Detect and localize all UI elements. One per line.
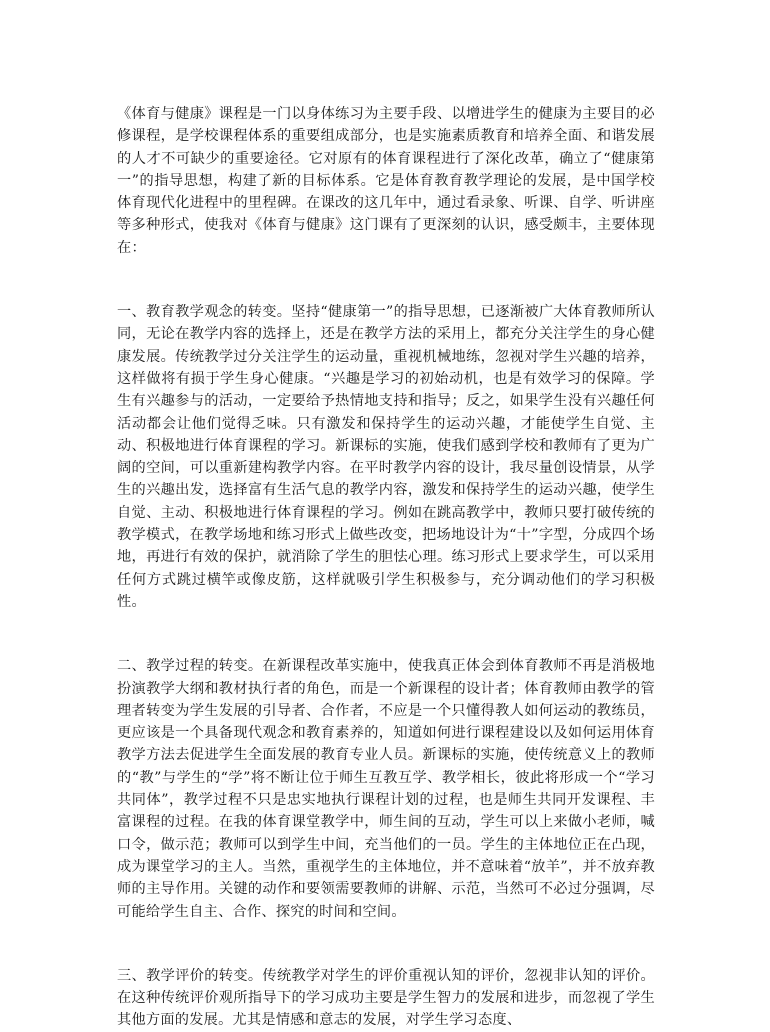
document-page bbox=[117, 103, 655, 1032]
intro-paragraph: 《体育与健康》课程是一门以身体练习为主要手段、以增进学生的健康为主要目的必修课程，是学校课程体系的重要组成部分，也是实施素质教育和培养全面、和谐发展的人才不可缺少的重要途径。它对原有的体育课程进行了深化改革，确立了“健康第一”的指导思想，构建了新的目标体系。它是体育教育教学理论的发展，是中国学校体育现代化进程中的里程碑。在课改的这几年中，通过看录象、听课、自学、听讲座等多种形式，使我对《体育与健康》这门课有了更深刻的认识，感受颇丰，主要体现在： bbox=[117, 106, 655, 256]
section-3-paragraph: 三、教学评价的转变。传统教学对学生的评价重视认知的评价，忽视非认知的评价。在这种传统评价观所指导下的学习成功主要是学生智力的发展和进步，而忽视了学生其他方面的发展。尤其是情感和意志的发展，对学生学习态度、 bbox=[117, 967, 655, 1029]
paragraph-gap bbox=[117, 613, 655, 655]
paragraph-gap bbox=[117, 923, 655, 965]
section-1-paragraph: 一、教育教学观念的转变。坚持“健康第一”的指导思想，已逐渐被广大体育教师所认同，无论在教学内容的选择上，还是在教学方法的采用上，都充分关注学生的身心健康发展。传统教学过分关注学生的运动量，重视机械地练，忽视对学生兴趣的培养，这样做将有损于学生身心健康。“兴趣是学习的初始动机，也是有效学习的保障。学生有兴趣参与的活动，一定要给予热情地支持和指导；反之，如果学生没有兴趣任何活动都会让他们觉得乏味。只有激发和保持学生的运动兴趣，才能使学生自觉、主动、积极地进行体育课程的学习。新课标的实施，使我们感到学校和教师有了更为广阔的空间，可以重新建构教学内容。在平时教学内容的设计，我尽量创设情景，从学生的兴趣出发，选择富有生活气息的教学内容，激发和保持学生的运动兴趣，使学生自觉、主动、积极地进行体育课程的学习。例如在跳高教学中，教师只要打破传统的教学模式，在教学场地和练习形式上做些改变，把场地设计为“十”字型，分成四个场地，再进行有效的保护，就消除了学生的胆怯心理。练习形式上要求学生，可以采用任何方式跳过横竿或像皮筋，这样就吸引学生积极参与，充分调动他们的学习积极性。 bbox=[117, 304, 655, 610]
section-2-paragraph: 二、教学过程的转变。在新课程改革实施中，使我真正体会到体育教师不再是消极地扮演教学大纲和教材执行者的角色，而是一个新课程的设计者；体育教师由教学的管理者转变为学生发展的引导者、合作者，不应是一个只懂得教人如何运动的教练员，更应该是一个具备现代观念和教育素养的，知道如何进行课程建设以及如何运用体育教学方法去促进学生全面发展的教育专业人员。新课标的实施，使传统意义上的教师的“教”与学生的“学”将不断让位于师生互教互学、教学相长，彼此将形成一个“学习共同体”，教学过程不只是忠实地执行课程计划的过程，也是师生共同开发课程、丰富课程的过程。在我的体育课堂教学中，师生间的互动，学生可以上来做小老师，喊口令，做示范；教师可以到学生中间，充当他们的一员。学生的主体地位正在凸现，成为课堂学习的主人。当然，重视学生的主体地位，并不意味着“放羊”，并不放弃教师的主导作用。关键的动作和要领需要教师的讲解、示范，当然可不必过分强调，尽可能给学生自主、合作、探究的时间和空间。 bbox=[117, 658, 655, 920]
paragraph-gap bbox=[117, 259, 655, 301]
